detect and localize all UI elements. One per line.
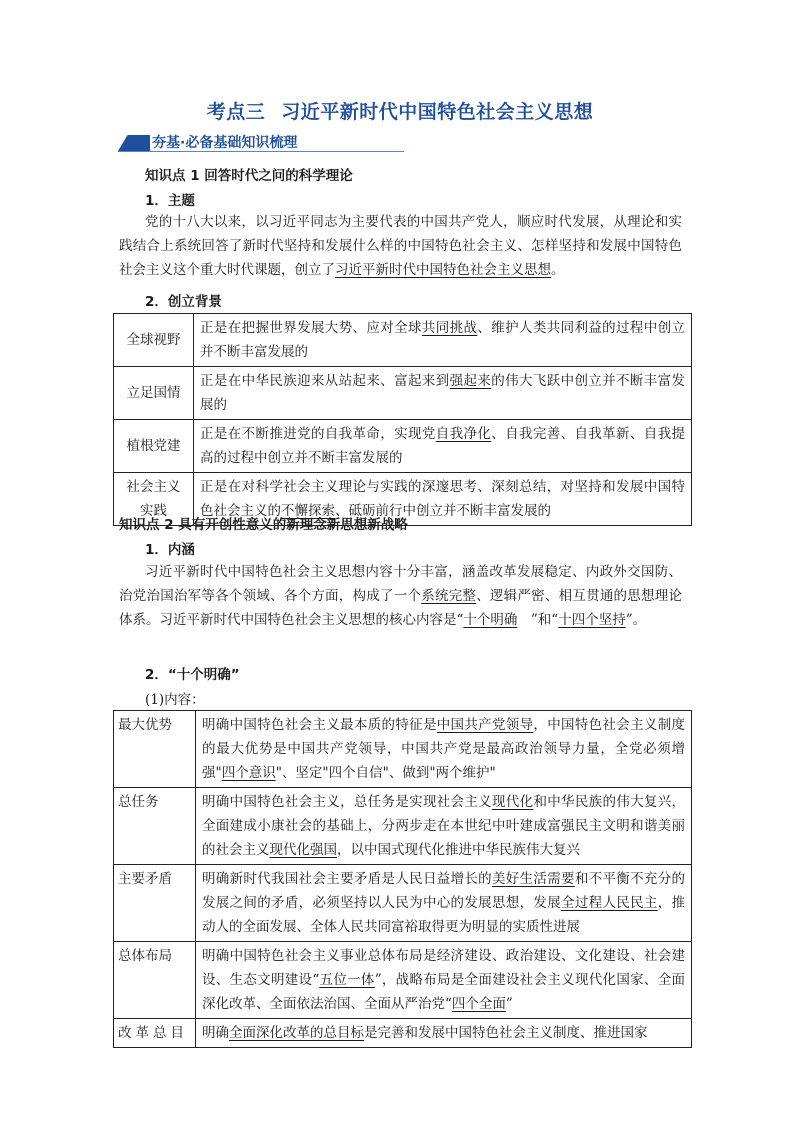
k1-theme-paragraph: 党的十八大以来，以习近平同志为主要代表的中国共产党人，顺应时代发展，从理论和实践结合上系统回答了新时代坚持和发展什么样的中国特色社会主义、怎样坚持和发展中国特色社会主义这个重大时代课题，创立了习近平新时代中国特色社会主义思想。 (119, 214, 682, 278)
title-part-1: 考点三 (206, 101, 266, 123)
underlined-term: 习近平新时代中国特色社会主义思想 (335, 262, 551, 278)
table-row (114, 865, 692, 942)
k2-subtitle-connotation: 1．内涵 (145, 542, 195, 558)
k2-heading: 知识点 2 具有开创性意义的新理念新思想新战略 (119, 517, 408, 533)
k1-subtitle-background: 2．创立背景 (145, 294, 222, 310)
background-table (113, 313, 692, 526)
k1-heading: 知识点 1 回答时代之问的科学理论 (145, 168, 353, 184)
row-content: 正是在把握世界发展大势、应对全球共同挑战、维护人类共同利益的过程中创立并不断丰富发展的 (194, 314, 692, 367)
table-row (114, 314, 692, 367)
row-category: 全球视野 (114, 314, 194, 367)
row-content: 正是在不断推进党的自我革命，实现党自我净化、自我完善、自我革新、自我提高的过程中创立并不断丰富发展的 (194, 420, 692, 473)
row-category: 最大优势 (114, 711, 196, 788)
row-content: 明确全面深化改革的总目标是完善和发展中国特色社会主义制度、推进国家 (196, 1019, 692, 1048)
row-content: 明确中国特色社会主义事业总体布局是经济建设、政治建设、文化建设、社会建设、生态文明建设“五位一体”，战略布局是全面建设社会主义现代化国家、全面深化改革、全面依法治国、全面从严治党“四个全面” (196, 942, 692, 1019)
k2-connotation-paragraph: 习近平新时代中国特色社会主义思想内容十分丰富，涵盖改革发展稳定、内政外交国防、治党治国治军等各个领域、各个方面，构成了一个系统完整、逻辑严密、相互贯通的思想理论体系。习近平新时代中国特色社会主义思想的核心内容是“十个明确 ”和“十四个坚持”。 (119, 564, 683, 628)
ten-clarities-table (113, 710, 692, 1048)
table-row (114, 942, 692, 1019)
k2-subtitle-ten-clarities: 2．“十个明确” (145, 667, 240, 683)
banner-wedge-icon (118, 135, 150, 151)
table-row (114, 1019, 692, 1048)
row-category: 改革总目 (114, 1019, 196, 1048)
row-content: 正是在中华民族迎来从站起来、富起来到强起来的伟大飞跃中创立并不断丰富发展的 (194, 367, 692, 420)
table-row (114, 367, 692, 420)
section-banner (118, 131, 404, 153)
row-content: 正是在对科学社会主义理论与实践的深邃思考、深刻总结，对坚持和发展中国特色社会主义的不懈探索、砥砺前行中创立并不断丰富发展的 (194, 473, 692, 526)
title-part-2: 习近平新时代中国特色社会主义思想 (281, 101, 594, 123)
row-category: 植根党建 (114, 420, 194, 473)
row-content: 明确新时代我国社会主要矛盾是人民日益增长的美好生活需要和不平衡不充分的发展之间的矛盾，必须坚持以人民为中心的发展思想，发展全过程人民民主，推动人的全面发展、全体人民共同富裕取得更为明显的实质性进展 (196, 865, 692, 942)
table-row (114, 788, 692, 865)
row-category: 社会主义 实践 (114, 473, 194, 526)
table-row (114, 420, 692, 473)
k2-content-label: (1)内容： (145, 692, 205, 708)
banner-rule (118, 151, 404, 152)
k1-subtitle-theme: 1．主题 (145, 193, 195, 209)
row-content: 明确中国特色社会主义最本质的特征是中国共产党领导，中国特色社会主义制度的最大优势是中国共产党领导，中国共产党是最高政治领导力量，全党必须增强"四个意识"、坚定"四个自信"、做到"两个维护" (196, 711, 692, 788)
row-category: 总体布局 (114, 942, 196, 1019)
row-category: 立足国情 (114, 367, 194, 420)
table-row (114, 711, 692, 788)
row-category: 总任务 (114, 788, 196, 865)
row-category: 主要矛盾 (114, 865, 196, 942)
page-title (0, 97, 800, 124)
row-content: 明确中国特色社会主义，总任务是实现社会主义现代化和中华民族的伟大复兴，全面建成小康社会的基础上，分两步走在本世纪中叶建成富强民主文明和谐美丽的社会主义现代化强国，以中国式现代化推进中华民族伟大复兴 (196, 788, 692, 865)
banner-label: 夯基·必备基础知识梳理 (152, 135, 298, 151)
